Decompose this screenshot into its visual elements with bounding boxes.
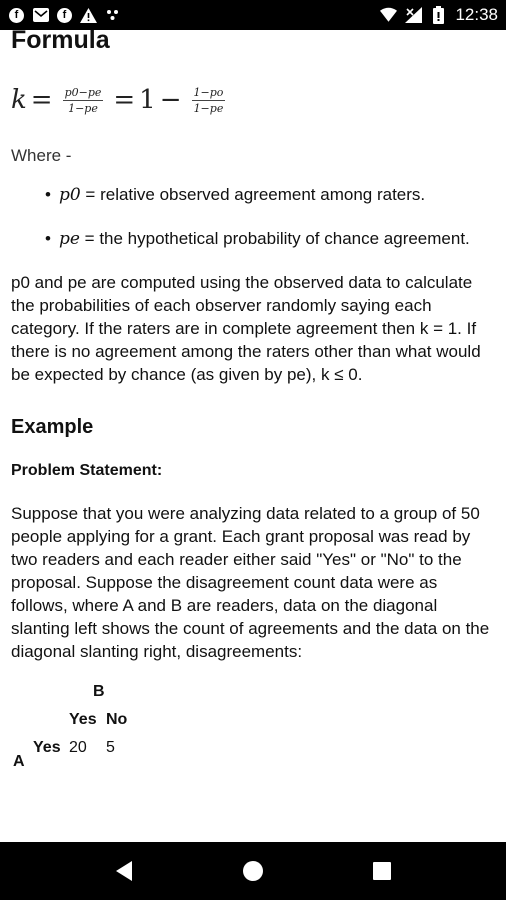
problem-paragraph: Suppose that you were analyzing data related to a group of 50 people applying for a grant. Each grant proposal was read by two readers and each reader either said "Yes" or "No" to the proposal. Suppose the disagreement count data were as follows, where A and B are readers, data on the diagonal slanting left shows the count of agreements and the data on the diagonal slanting right, disagreements:	[11, 504, 490, 661]
definition-item-p0	[11, 183, 497, 207]
article-scroll-view[interactable]	[0, 30, 506, 842]
fraction-1-denominator: 1−pe	[68, 101, 98, 115]
column-reader-label: B	[93, 683, 105, 700]
notification-icons	[8, 7, 121, 24]
where-label: Where -	[11, 146, 72, 165]
formula-equals-2: =	[113, 85, 136, 115]
clock: 12:38	[455, 5, 498, 24]
bullet-dot: •	[45, 185, 51, 204]
article-body	[11, 30, 497, 803]
formula-equals: =	[30, 85, 53, 115]
formula-minus: −	[159, 85, 182, 115]
cell-yes-yes: 20	[69, 739, 87, 756]
home-button[interactable]	[233, 851, 273, 891]
column-header-yes: Yes	[69, 711, 97, 728]
back-icon	[114, 860, 134, 882]
row-reader-label: A	[13, 753, 25, 770]
battery-icon	[430, 7, 447, 24]
formula-one: 1	[139, 85, 156, 115]
definition-item-pe	[11, 227, 497, 251]
cell-yes-no: 5	[106, 739, 115, 756]
bullet-dot: •	[45, 229, 51, 248]
fraction-2-denominator: 1−pe	[193, 101, 224, 115]
wifi-icon	[380, 7, 397, 24]
back-button[interactable]	[104, 851, 144, 891]
home-icon	[242, 860, 264, 882]
email-icon	[32, 7, 49, 24]
section-title: Formula	[11, 30, 110, 54]
row-header-yes: Yes	[33, 739, 61, 756]
signal-icon	[405, 7, 422, 24]
formula-lhs: k	[11, 85, 27, 115]
fraction-2-numerator: 1−po	[193, 85, 224, 99]
cell-dots-icon	[104, 7, 121, 24]
column-header-no: No	[106, 711, 128, 728]
fraction-1-numerator: p0−pe	[64, 85, 102, 99]
definition-list	[11, 183, 497, 251]
kappa-formula	[11, 76, 497, 124]
facebook-icon: f	[56, 7, 73, 24]
definition-symbol: pe	[59, 229, 80, 249]
definition-symbol: p0	[59, 185, 81, 205]
formula-fraction-2	[192, 86, 226, 115]
example-heading: Example	[11, 416, 94, 438]
status-bar	[0, 0, 506, 30]
recents-button[interactable]	[362, 851, 402, 891]
explanation-paragraph: p0 and pe are computed using the observed data to calculate the probabilities of each observer randomly saying each category. If the raters are in complete agreement then k = 1. If there is no agreement among the raters other than what would be expected by chance (as given by pe), k ≤ 0.	[11, 273, 481, 384]
warning-icon	[80, 7, 97, 24]
facebook-icon: f	[8, 7, 25, 24]
formula-fraction-1	[63, 86, 104, 115]
agreement-table	[11, 683, 497, 803]
system-icons	[380, 5, 498, 25]
definition-text: = the hypothetical probability of chance agreement.	[79, 229, 470, 248]
problem-statement-heading: Problem Statement:	[11, 462, 163, 479]
recents-icon	[373, 862, 391, 880]
navigation-bar	[0, 842, 506, 900]
definition-text: = relative observed agreement among raters.	[80, 185, 426, 204]
